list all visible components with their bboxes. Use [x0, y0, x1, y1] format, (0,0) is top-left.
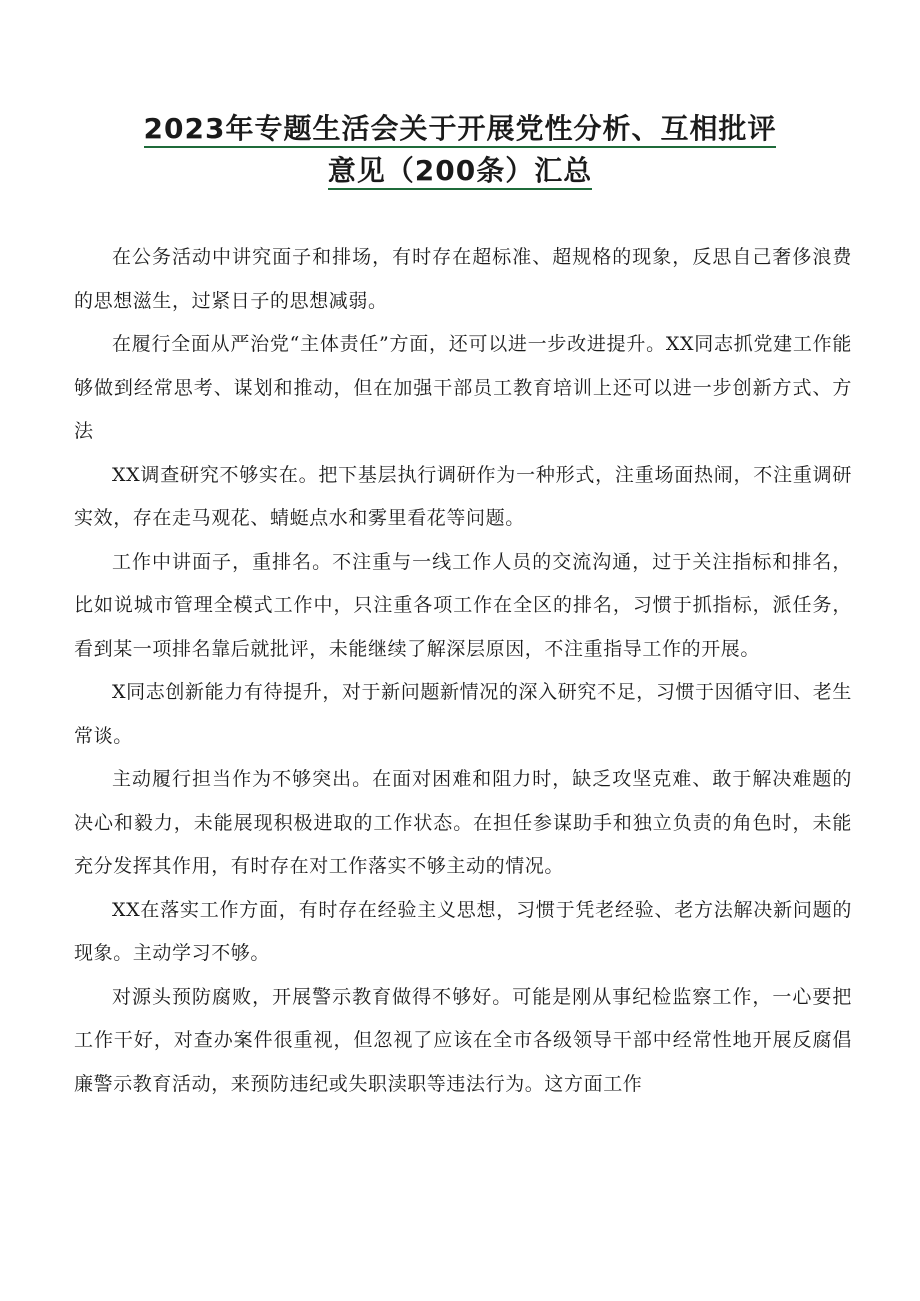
paragraph: XX调查研究不够实在。把下基层执行调研作为一种形式，注重场面热闹，不注重调研实效，存在走马观花、蜻蜓点水和雾里看花等问题。 — [74, 463, 852, 529]
document-title — [80, 108, 840, 192]
title-line-1: 2023年专题生活会关于开展党性分析、互相批评 — [144, 112, 777, 148]
paragraph: 对源头预防腐败，开展警示教育做得不够好。可能是刚从事纪检监察工作，一心要把工作干好，对查办案件很重视，但忽视了应该在全市各级领导干部中经常性地开展反腐倡廉警示教育活动，来预防违纪或失职渎职等违法行为。这方面工作 — [74, 985, 852, 1095]
paragraph: 在履行全面从严治党“主体责任”方面，还可以进一步改进提升。XX同志抓党建工作能够做到经常思考、谋划和推动，但在加强干部员工教育培训上还可以进一步创新方式、方法 — [74, 333, 852, 442]
paragraph: XX在落实工作方面，有时存在经验主义思想，习惯于凭老经验、老方法解决新问题的现象。主动学习不够。 — [74, 898, 852, 964]
paragraph: 在公务活动中讲究面子和排场，有时存在超标准、超规格的现象，反思自己奢侈浪费的思想滋生，过紧日子的思想减弱。 — [74, 246, 852, 312]
paragraph: 工作中讲面子，重排名。不注重与一线工作人员的交流沟通，过于关注指标和排名，比如说城市管理全模式工作中，只注重各项工作在全区的排名，习惯于抓指标，派任务，看到某一项排名靠后就批评，未能继续了解深层原因，不注重指导工作的开展。 — [74, 550, 852, 660]
paragraph: X同志创新能力有待提升，对于新问题新情况的深入研究不足，习惯于因循守旧、老生常谈。 — [74, 681, 852, 747]
document-body — [74, 236, 852, 1106]
title-line-2: 意见（200条）汇总 — [328, 154, 592, 190]
paragraph: 主动履行担当作为不够突出。在面对困难和阻力时，缺乏攻坚克难、敢于解决难题的决心和毅力，未能展现积极进取的工作状态。在担任参谋助手和独立负责的角色时，未能充分发挥其作用，有时存在对工作落实不够主动的情况。 — [74, 768, 852, 877]
